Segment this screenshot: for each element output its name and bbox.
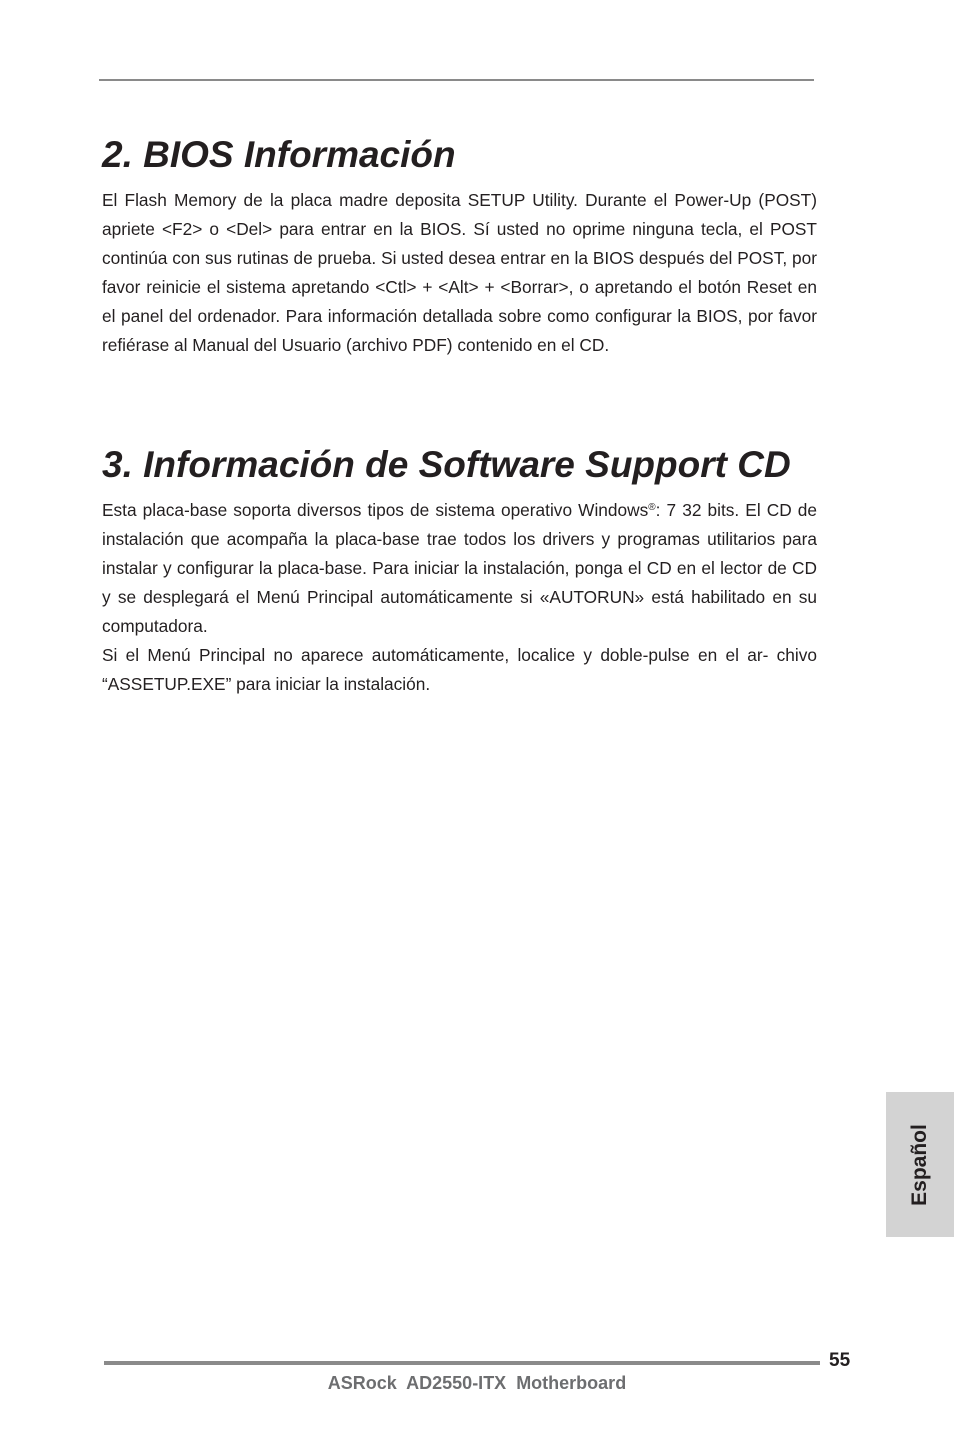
section-title-software-cd: 3. Información de Software Support CD [102,444,791,485]
paragraph-software-cd-1-end: : 7 32 bits. El CD de instalación que acompaña la placa-base trae todos los drivers y programas utilitarios para instalar y configurar la placa-base. Para iniciar la instalación, ponga el CD en el lector de CD y se desplegará el Menú Principal automáticamente si «AUTORUN» está habilitado en su computadora. [102,500,818,636]
top-rule [99,79,814,81]
language-tab [886,1092,954,1237]
language-tab-label: Español [908,1123,931,1206]
paragraph-software-cd-2: Si el Menú Principal no aparece automáticamente, localice y doble-pulse en el ar- chivo “ASSETUP.EXE” para iniciar la instalación. [102,645,817,694]
section-title-bios: 2. BIOS Información [102,134,456,175]
paragraph-bios: El Flash Memory de la placa madre deposita SETUP Utility. Durante el Power-Up (POST) apriete <F2> o <Del> para entrar en la BIOS. Sí usted no oprime ninguna tecla, el POST continúa con sus rutinas de prueba. Si usted desea entrar en la BIOS después del POST, por favor reinicie el sistema apretando <Ctl> + <Alt> + <Borrar>, o apretando el botón Reset en el panel del ordenador. Para información detallada sobre como configurar la BIOS, por favor refiérase al Manual del Usuario (archivo PDF) contenido en el CD. [102,190,817,355]
registered-mark: ® [648,502,656,513]
paragraph-software-cd-1 [102,496,817,641]
page-number: 55 [829,1350,851,1371]
footer-product-name: ASRock AD2550-ITX Motherboard [327,1373,627,1393]
paragraph-software-cd-1-start: Esta placa-base soporta diversos tipos de sistema operativo Windows [102,500,649,520]
bottom-rule [104,1361,820,1365]
